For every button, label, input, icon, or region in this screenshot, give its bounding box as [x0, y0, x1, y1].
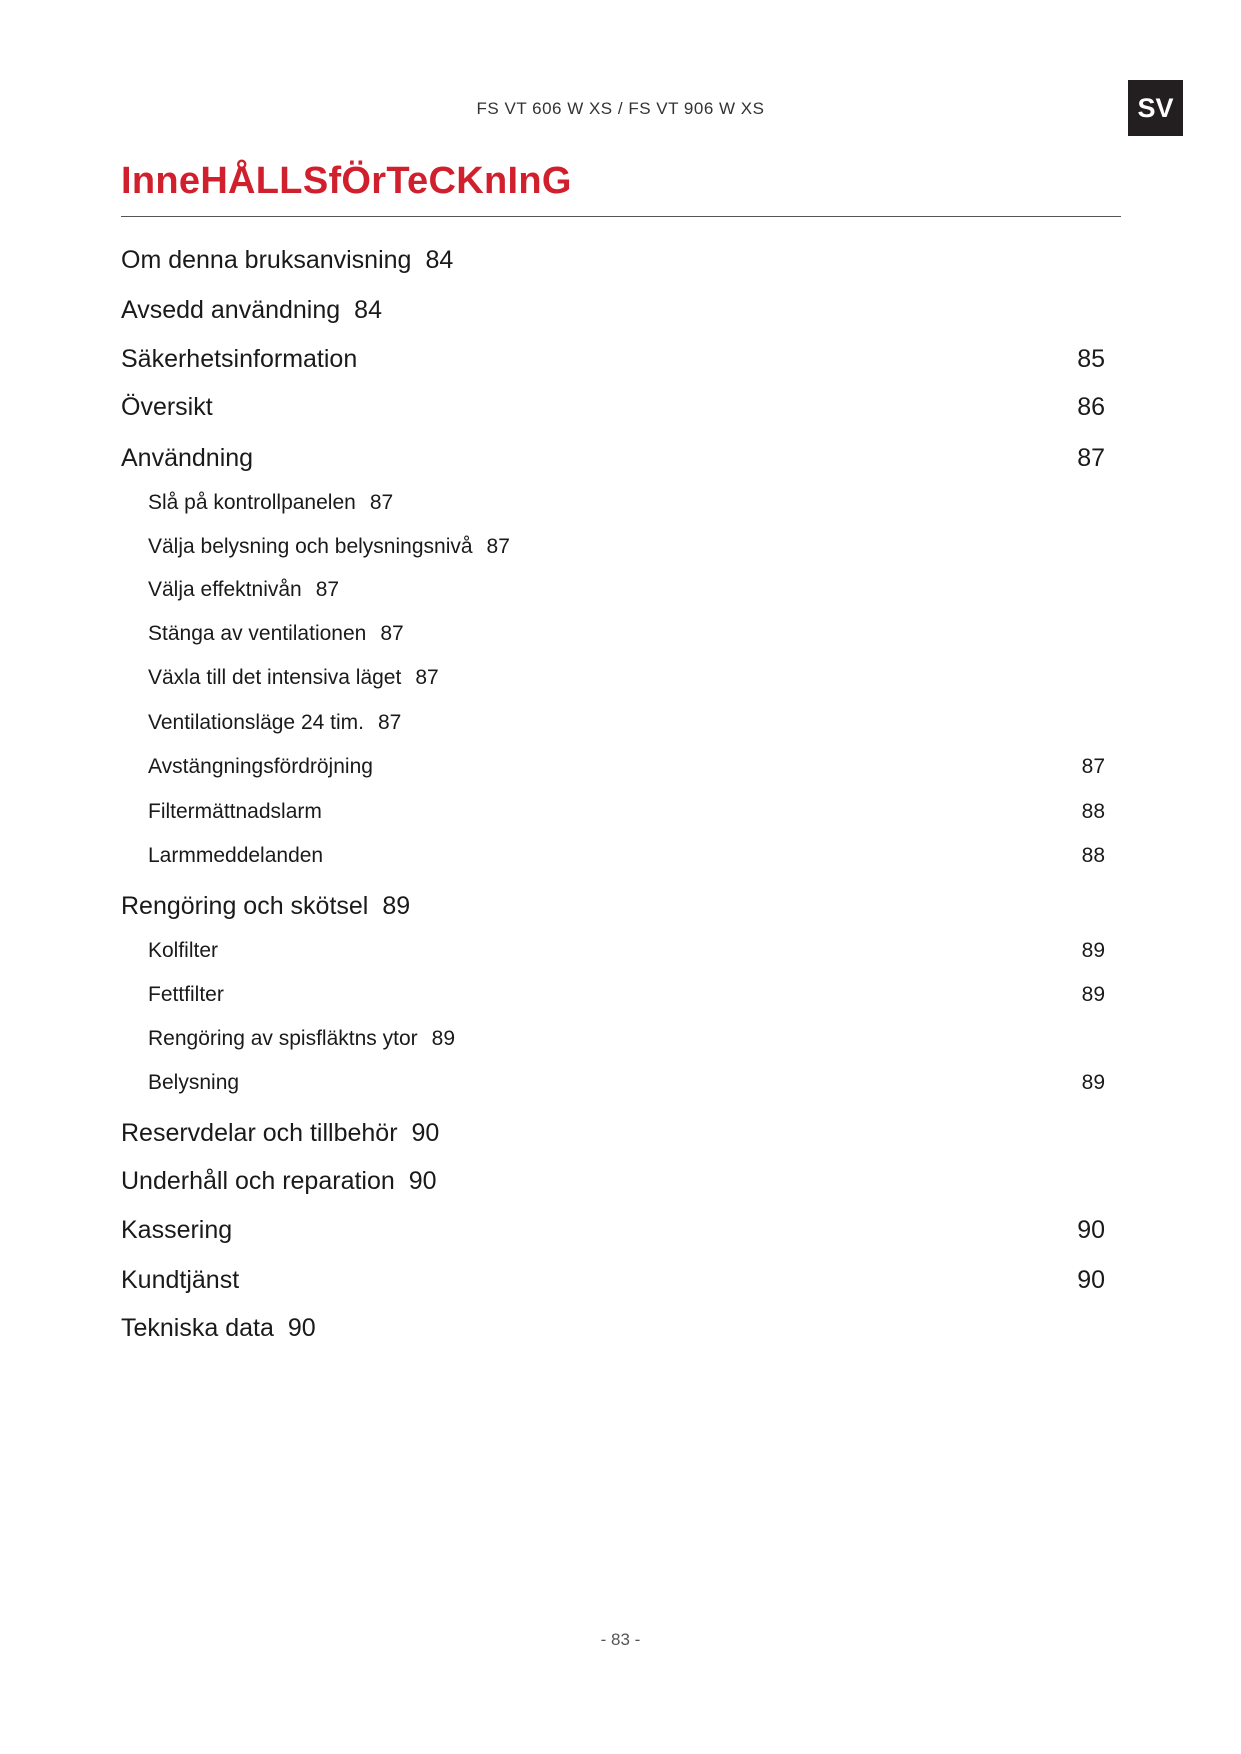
toc-entry-page: 89	[382, 892, 411, 920]
toc-entry-page: 86	[1077, 393, 1105, 421]
toc-entry-page: 87	[415, 666, 439, 689]
toc-entry-page: 87	[1081, 755, 1105, 778]
toc-entry-page: 89	[1081, 1071, 1105, 1094]
toc-entry-title: Avstängningsfördröjning	[148, 755, 373, 778]
toc-entry-page: 89	[431, 1027, 455, 1050]
toc-entry-title: Välja effektnivån 87	[148, 578, 340, 601]
page-title: InneHÅLLSfÖrTeCKnInG	[121, 160, 572, 202]
toc-entry-page: 89	[1081, 983, 1105, 1006]
title-divider	[121, 216, 1121, 217]
toc-entry-title: Fettfilter	[148, 983, 224, 1006]
toc-entry-title: Stänga av ventilationen 87	[148, 622, 404, 645]
toc-entry-page: 89	[1081, 939, 1105, 962]
toc-entry-page: 84	[354, 296, 382, 324]
toc-entry-page: 90	[411, 1119, 440, 1147]
language-badge: SV	[1128, 80, 1183, 136]
toc-entry-title: Avsedd användning 84	[121, 296, 382, 324]
toc-entry-title: Rengöring och skötsel 89	[121, 892, 411, 920]
toc-entry-title: Säkerhetsinformation	[121, 345, 358, 373]
toc-entry-title: Kassering	[121, 1216, 233, 1244]
toc-entry-title: Slå på kontrollpanelen 87	[148, 491, 394, 514]
toc-entry-page: 87	[369, 491, 394, 514]
toc-entry-title: Filtermättnadslarm	[148, 800, 322, 823]
toc-entry-page: 87	[380, 622, 404, 645]
toc-entry-page: 87	[315, 578, 340, 601]
toc-entry-title: Om denna bruksanvisning 84	[121, 246, 454, 274]
toc-entry-title: Ventilationsläge 24 tim. 87	[148, 711, 402, 734]
toc-entry-title: Underhåll och reparation 90	[121, 1167, 437, 1195]
toc-entry-page: 88	[1081, 844, 1105, 867]
document-header-model: FS VT 606 W XS / FS VT 906 W XS	[476, 99, 765, 118]
toc-entry-title: Tekniska data 90	[121, 1314, 316, 1342]
page-number: - 83 -	[600, 1630, 641, 1649]
toc-entry-title: Kundtjänst	[121, 1266, 240, 1294]
toc-entry-page: 85	[1077, 345, 1105, 373]
toc-entry-title: Reservdelar och tillbehör 90	[121, 1119, 440, 1147]
toc-entry-page: 90	[287, 1314, 316, 1342]
toc-entry-title: Välja belysning och belysningsnivå 87	[148, 535, 510, 558]
toc-entry-page: 87	[377, 711, 402, 734]
toc-entry-title: Växla till det intensiva läget 87	[148, 666, 439, 689]
toc-entry-page: 87	[1077, 444, 1105, 472]
toc-entry-title: Översikt	[121, 393, 213, 421]
toc-entry-page: 84	[425, 246, 454, 274]
toc-entry-title: Rengöring av spisfläktns ytor 89	[148, 1027, 455, 1050]
toc-entry-title: Larmmeddelanden	[148, 844, 324, 867]
toc-entry-page: 90	[1077, 1266, 1105, 1294]
toc-entry-page: 90	[408, 1167, 437, 1195]
toc-entry-title: Kolfilter	[148, 939, 219, 962]
toc-entry-page: 87	[486, 535, 510, 558]
toc-entry-page: 90	[1077, 1216, 1105, 1244]
toc-entry-title: Användning	[121, 444, 254, 472]
toc-entry-page: 88	[1081, 800, 1105, 823]
toc-entry-title: Belysning	[148, 1071, 240, 1094]
